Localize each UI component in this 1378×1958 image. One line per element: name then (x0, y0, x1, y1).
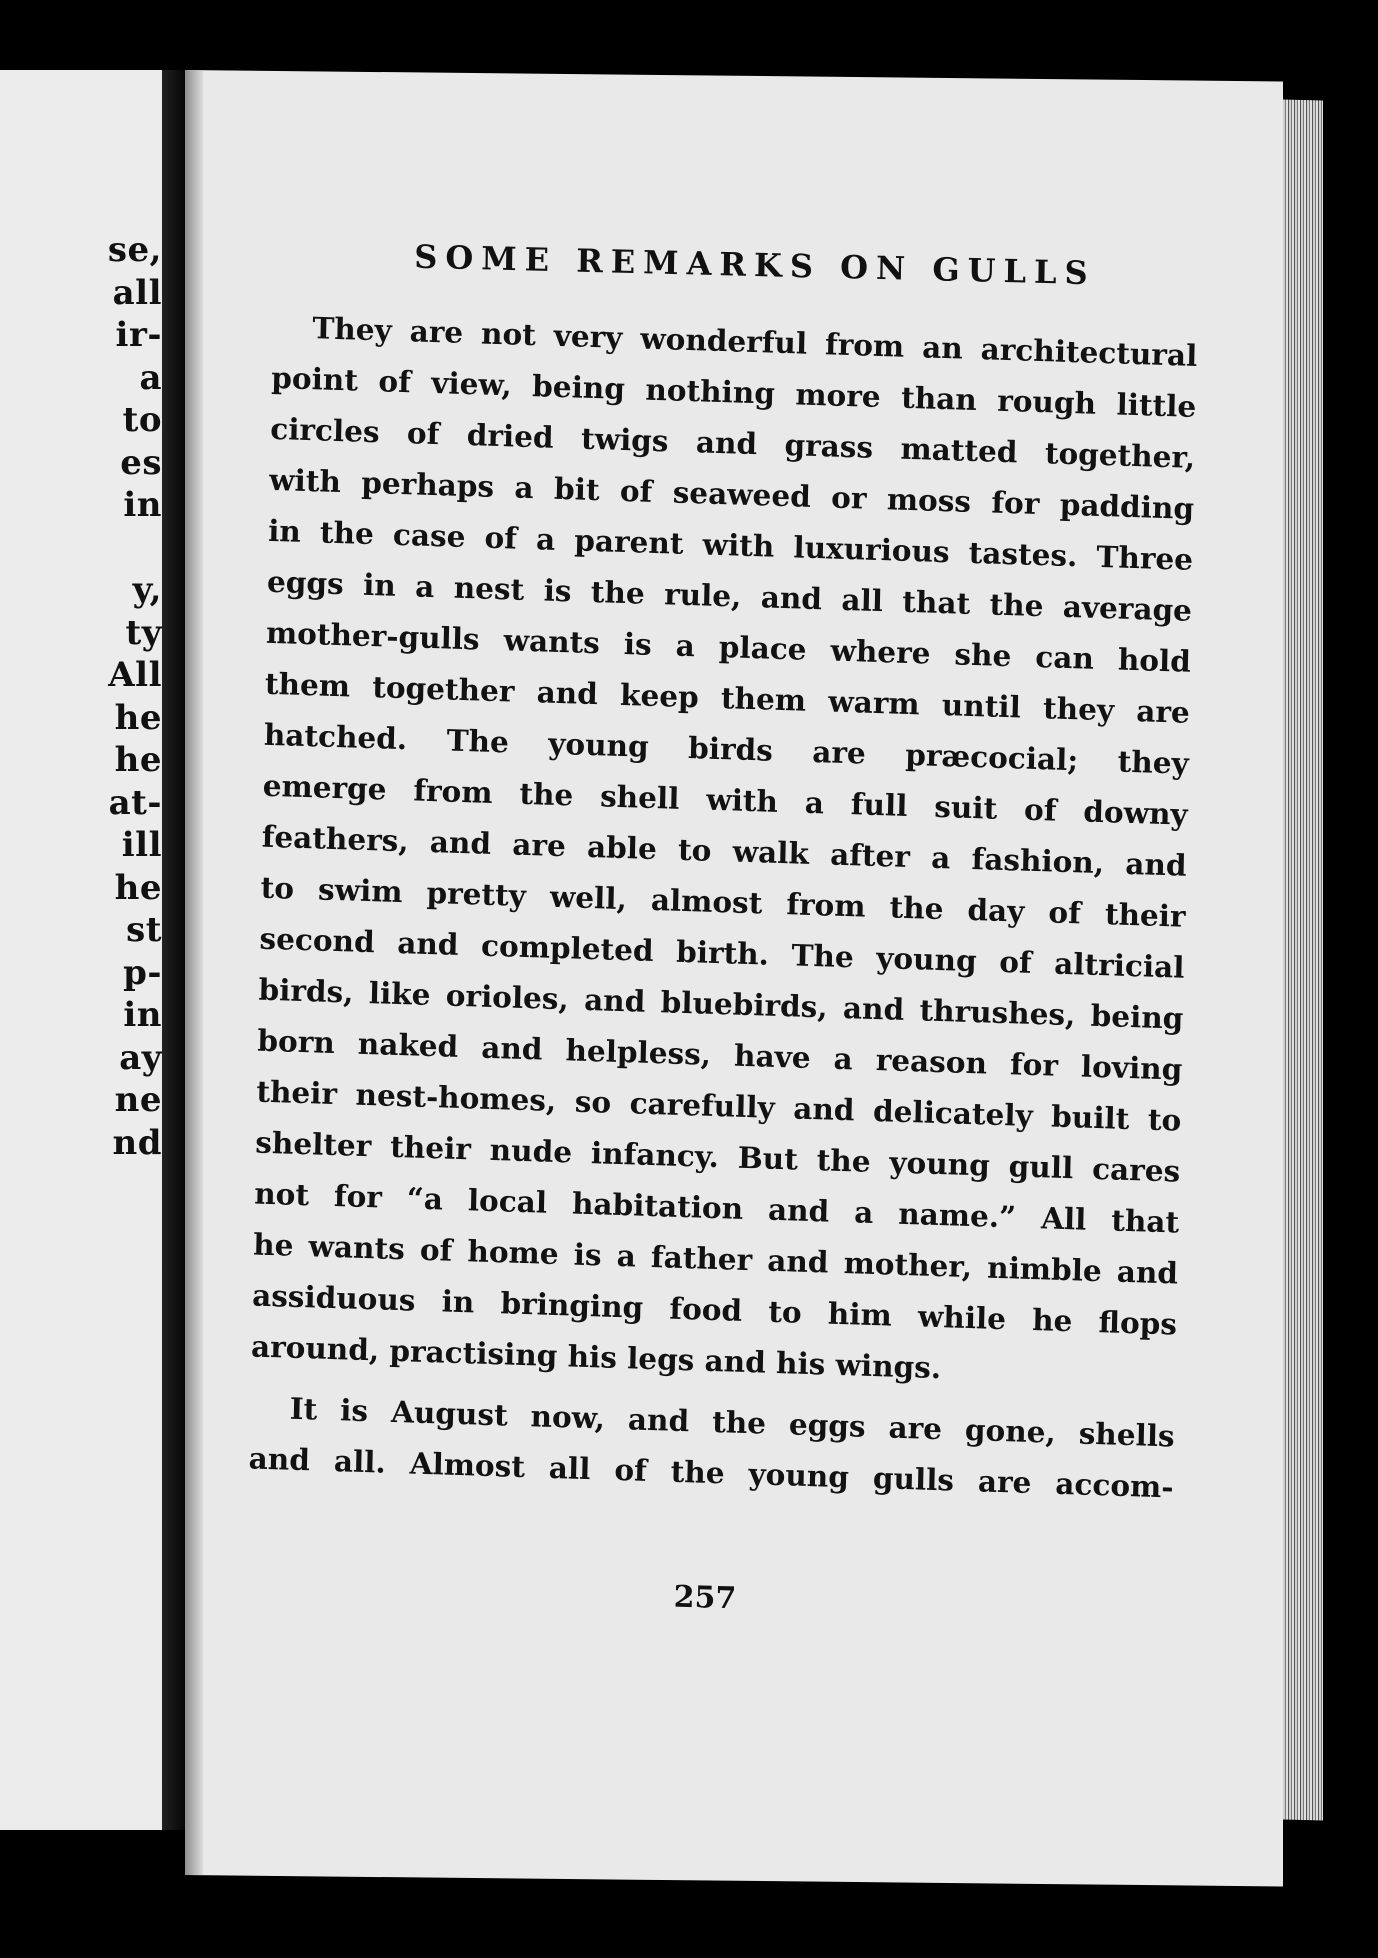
text-line: circles of dried twigs and grass matted together, (269, 410, 1196, 475)
left-page-line-fragment: he (114, 740, 162, 780)
page-body (248, 301, 1198, 1513)
left-page-line-fragment: ill (121, 825, 162, 865)
left-page-line-fragment: es (120, 442, 162, 483)
left-page-line-fragment: se, (107, 230, 162, 270)
text-line: them together and keep them warm until they are (264, 665, 1191, 730)
left-page-line-fragment: y, (132, 570, 162, 610)
text-line: birds, like orioles, and bluebirds, and thrushes, being (258, 971, 1184, 1036)
left-page-line-fragment: he (114, 697, 162, 738)
text-line: born naked and helpless, have a reason for loving (257, 1022, 1183, 1087)
left-page-line-fragment: p- (123, 952, 162, 993)
left-page-line-fragment: ne (114, 1080, 162, 1120)
text-line: emerge from the shell with a full suit of downy (262, 767, 1189, 832)
text-line: with perhaps a bit of seaweed or moss for padding (268, 461, 1195, 526)
text-line: It is August now, and the eggs are gone, shells (289, 1390, 1175, 1454)
left-page-line-fragment: st (126, 910, 162, 950)
book-page (185, 70, 1283, 1886)
text-line: to swim pretty well, almost from the day of their (260, 869, 1186, 934)
text-line: around, practising his legs and his wings. (250, 1328, 942, 1386)
text-line: their nest-homes, so carefully and delicately built to (256, 1073, 1182, 1138)
left-page-line-fragment: to (122, 400, 162, 440)
left-page-line-fragment: ir- (115, 315, 162, 355)
left-page (0, 70, 162, 1830)
text-line: and all. Almost all of the young gulls are accom- (248, 1440, 1174, 1505)
left-page-line-fragment: all (112, 272, 162, 313)
page-number: 257 (673, 1579, 737, 1617)
running-header: SOME REMARKS ON GULLS (414, 237, 1096, 293)
left-page-line-fragment: in (123, 995, 162, 1035)
text-line: They are not very wonderful from an architectural (312, 310, 1198, 373)
text-line: assiduous in bringing food to him while he flops (251, 1277, 1178, 1342)
text-line: mother-gulls wants is a place where she can hold (265, 614, 1192, 679)
left-page-line-fragment: nd (112, 1122, 162, 1163)
text-line: point of view, being nothing more than rough little (271, 359, 1197, 424)
text-line: he wants of home is a father and mother, nimble and (252, 1226, 1179, 1291)
text-line: shelter their nude infancy. But the young gull cares (255, 1124, 1181, 1189)
text-line: second and completed birth. The young of altricial (259, 920, 1185, 985)
page-edges (1283, 99, 1323, 1820)
left-page-line-fragment: he (114, 867, 162, 908)
text-line: not for “a local habitation and a name.” All that (253, 1175, 1180, 1240)
text-line: feathers, and are able to walk after a fashion, and (261, 818, 1187, 883)
left-page-line-fragment: at- (108, 782, 162, 823)
left-page-line-fragment: ay (119, 1037, 162, 1078)
left-page-line-fragment: All (108, 655, 162, 695)
text-line: hatched. The young birds are præcocial; they (263, 716, 1190, 781)
text-line: in the case of a parent with luxurious tastes. Three (267, 512, 1194, 577)
left-page-line-fragment: ty (125, 612, 162, 653)
text-line: eggs in a nest is the rule, and all that the average (266, 563, 1193, 628)
left-page-line-fragment: in (123, 485, 162, 525)
left-page-line-fragment: a (139, 357, 162, 398)
